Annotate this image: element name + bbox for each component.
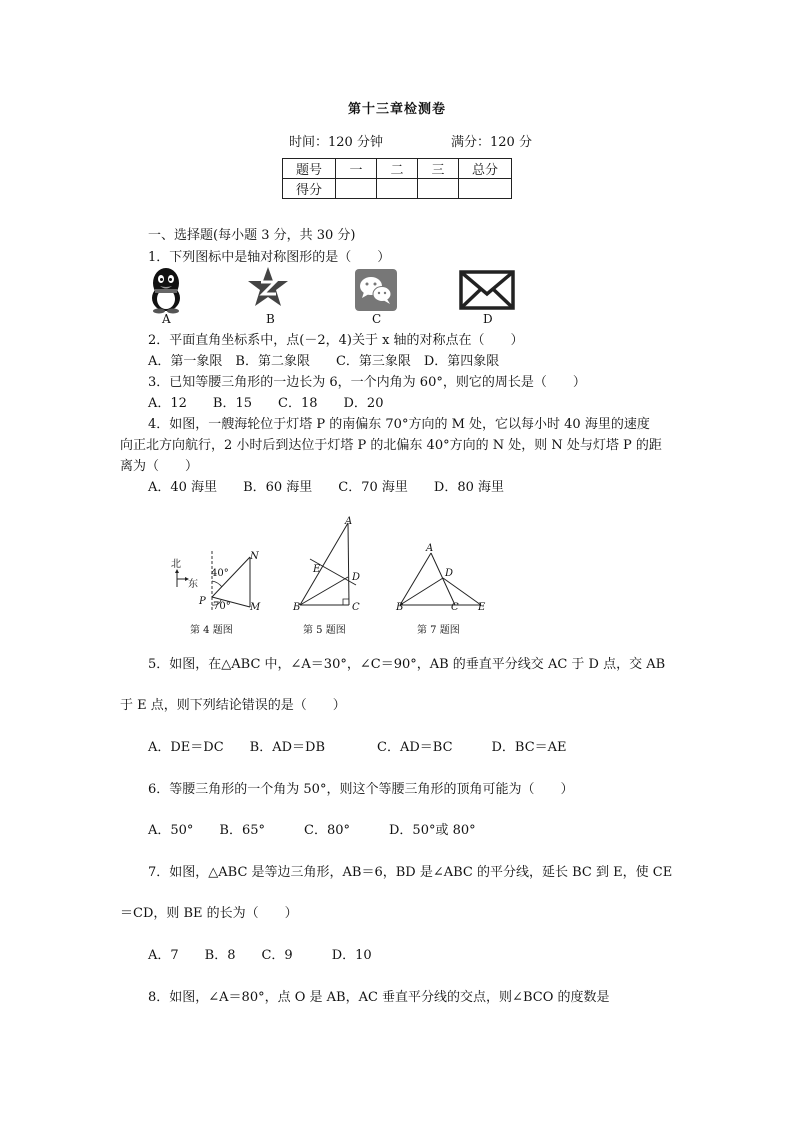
score-table-header-row [283, 159, 512, 179]
figure-7-diagram [395, 545, 490, 609]
exam-time: 时间：120 分钟 [289, 135, 383, 150]
q1-label-b: B [266, 312, 275, 326]
fig7-point-d: D [445, 568, 454, 579]
score-cell: 得分 [283, 179, 336, 199]
chat-bubbles-icon [355, 269, 397, 311]
fig5-point-d: D [352, 572, 361, 583]
score-cell: 三 [418, 159, 459, 179]
question-2-stem: 2．平面直角坐标系中，点(－2，4)关于 x 轴的对称点在（ ） [148, 333, 524, 348]
question-3-stem: 3．已知等腰三角形的一边长为 6，一个内角为 60°，则它的周长是（ ） [148, 375, 586, 390]
score-cell: 总分 [459, 159, 512, 179]
envelope-icon [459, 270, 515, 310]
q1-label-d: D [483, 312, 493, 326]
question-4-line1: 4．如图，一艘海轮位于灯塔 P 的南偏东 70°方向的 M 处，它以每小时 40 海里的速度 [148, 417, 650, 432]
question-4-options: A．40 海里 B．60 海里 C．70 海里 D．80 海里 [148, 480, 505, 495]
question-5-line1: 5．如图，在△ABC 中，∠A＝30°，∠C＝90°，AB 的垂直平分线交 AC 于 D 点，交 AB [148, 657, 666, 672]
question-4-line2: 向正北方向航行，2 小时后到达位于灯塔 P 的北偏东 40°方向的 N 处，则 N 处与灯塔 P 的距 [120, 438, 662, 453]
fig4-north-label: 北 [171, 559, 181, 570]
fig5-point-a: A [345, 516, 353, 527]
score-table-score-row [283, 179, 512, 199]
score-table [282, 158, 512, 199]
fig7-point-b: B [396, 602, 404, 613]
question-3-options: A．12 B．15 C．18 D．20 [148, 396, 384, 411]
full-score: 满分：120 分 [451, 135, 532, 150]
fig5-point-b: B [293, 602, 301, 613]
question-7-line2: ＝CD，则 BE 的长为（ ） [120, 906, 298, 921]
fig5-point-e: E [313, 564, 321, 575]
fig4-angle-top: 40° [211, 568, 229, 579]
question-4-line3: 离为（ ） [120, 459, 199, 474]
fig7-caption: 第 7 题图 [417, 625, 460, 636]
question-1-stem: 1．下列图标中是轴对称图形的是（ ） [148, 250, 391, 265]
fig4-angle-bottom: 70° [213, 601, 231, 612]
score-input-cell[interactable] [336, 179, 377, 199]
score-cell: 一 [336, 159, 377, 179]
q1-label-a: A [162, 312, 171, 326]
fig4-point-n: N [250, 551, 259, 562]
section-heading: 一、选择题(每小题 3 分，共 30 分) [148, 228, 356, 243]
fig4-point-p: P [199, 596, 206, 607]
score-input-cell[interactable] [418, 179, 459, 199]
fig4-caption: 第 4 题图 [190, 625, 233, 636]
score-input-cell[interactable] [459, 179, 512, 199]
fig5-point-c: C [352, 602, 360, 613]
star-z-icon [247, 266, 289, 308]
question-7-line1: 7．如图，△ABC 是等边三角形，AB＝6，BD 是∠ABC 的平分线，延长 BC 到 E，使 CE [148, 865, 673, 880]
q1-label-c: C [372, 312, 382, 326]
score-cell: 题号 [283, 159, 336, 179]
question-8-line1: 8．如图，∠A＝80°，点 O 是 AB，AC 垂直平分线的交点，则∠BCO 的度数是 [148, 990, 610, 1005]
question-6-stem: 6．等腰三角形的一个角为 50°，则这个等腰三角形的顶角可能为（ ） [148, 782, 574, 797]
question-2-options: A．第一象限 B．第二象限 C．第三象限 D．第四象限 [148, 354, 500, 369]
page-title: 第十三章检测卷 [347, 102, 446, 117]
fig7-point-e: E [478, 602, 486, 613]
fig7-point-c: C [451, 602, 459, 613]
score-input-cell[interactable] [377, 179, 418, 199]
question-7-options: A．7 B．8 C．9 D．10 [148, 948, 372, 963]
fig4-point-m: M [250, 602, 261, 613]
fig5-caption: 第 5 题图 [303, 625, 346, 636]
question-5-line2: 于 E 点，则下列结论错误的是（ ） [120, 698, 346, 713]
penguin-icon [146, 266, 186, 314]
score-cell: 二 [377, 159, 418, 179]
fig7-point-a: A [426, 543, 434, 554]
figure-5-diagram [290, 515, 370, 615]
question-6-options: A．50° B．65° C．80° D．50°或 80° [148, 823, 476, 838]
fig4-east-label: 东 [188, 579, 198, 590]
question-5-options: A．DE＝DC B．AD＝DB C．AD＝BC D．BC＝AE [148, 740, 567, 755]
